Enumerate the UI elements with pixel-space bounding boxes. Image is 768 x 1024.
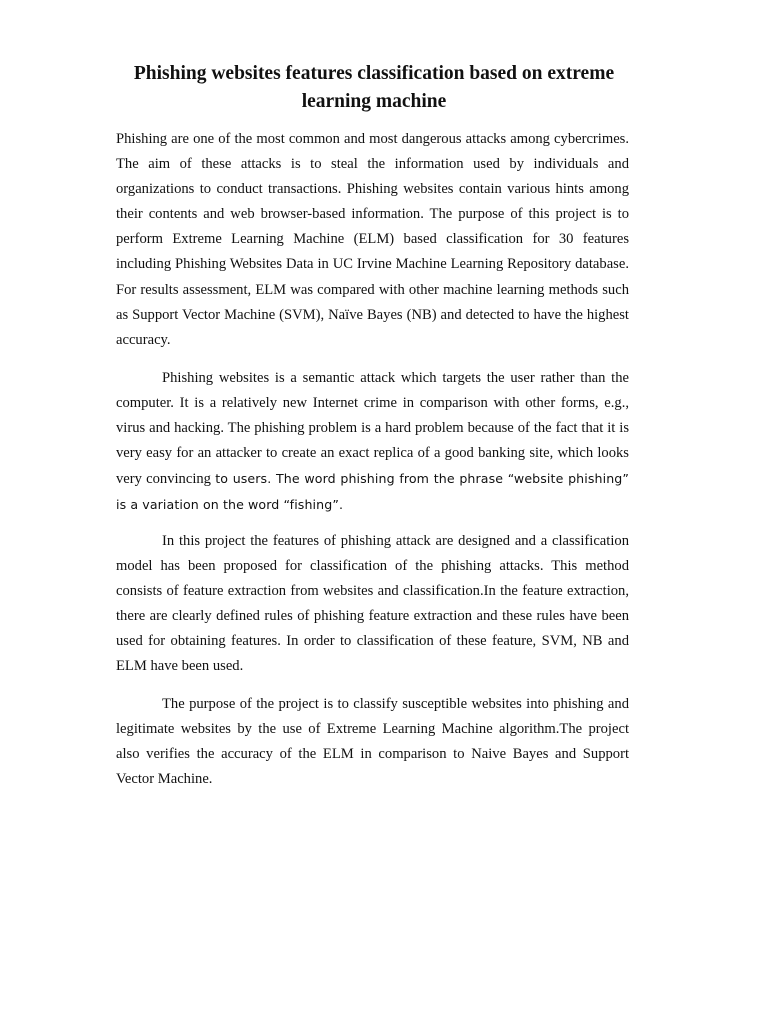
document-title: Phishing websites features classification based on extreme learning machine xyxy=(133,63,615,112)
paragraph-project-features: In this project the features of phishing attack are designed and a classification model has been proposed for classification of the phishing attacks. This method consists of feature extraction from websites and classification.In the feature extraction, there are clearly defined rules of phishing feature extraction and these rules have been used for obtaining features. In order to classification of these feature, SVM, NB and ELM have been used. xyxy=(116,533,629,675)
paragraph-semantic-attack xyxy=(116,366,629,519)
paragraph-project-purpose: The purpose of the project is to classify susceptible websites into phishing and legitimate websites by the use of Extreme Learning Machine algorithm.The project also verifies the accuracy of the ELM in comparison to Naive Bayes and Support Vector Machine. xyxy=(116,696,629,788)
paragraph-text-sans: to users. The word phishing from the phrase “website phishing” is a variation on the word “fishing”. xyxy=(116,471,629,513)
paragraph-text-serif: Phishing websites is a semantic attack which targets the user rather than the computer. It is a relatively new Internet crime in comparison with other forms, e.g., virus and hacking. The phishing problem is a hard problem because of the fact that it is very easy for an attacker to create an exact replica of a good banking site, which looks very convincing xyxy=(116,370,629,488)
paragraph-abstract: Phishing are one of the most common and most dangerous attacks among cybercrimes. The aim of these attacks is to steal the information used by individuals and organizations to conduct transactions. Phishing websites contain various hints among their contents and web browser-based information. The purpose of this project is to perform Extreme Learning Machine (ELM) based classification for 30 features including Phishing Websites Data in UC Irvine Machine Learning Repository database. For results assessment, ELM was compared with other machine learning methods such as Support Vector Machine (SVM), Naïve Bayes (NB) and detected to have the highest accuracy. xyxy=(116,131,629,348)
